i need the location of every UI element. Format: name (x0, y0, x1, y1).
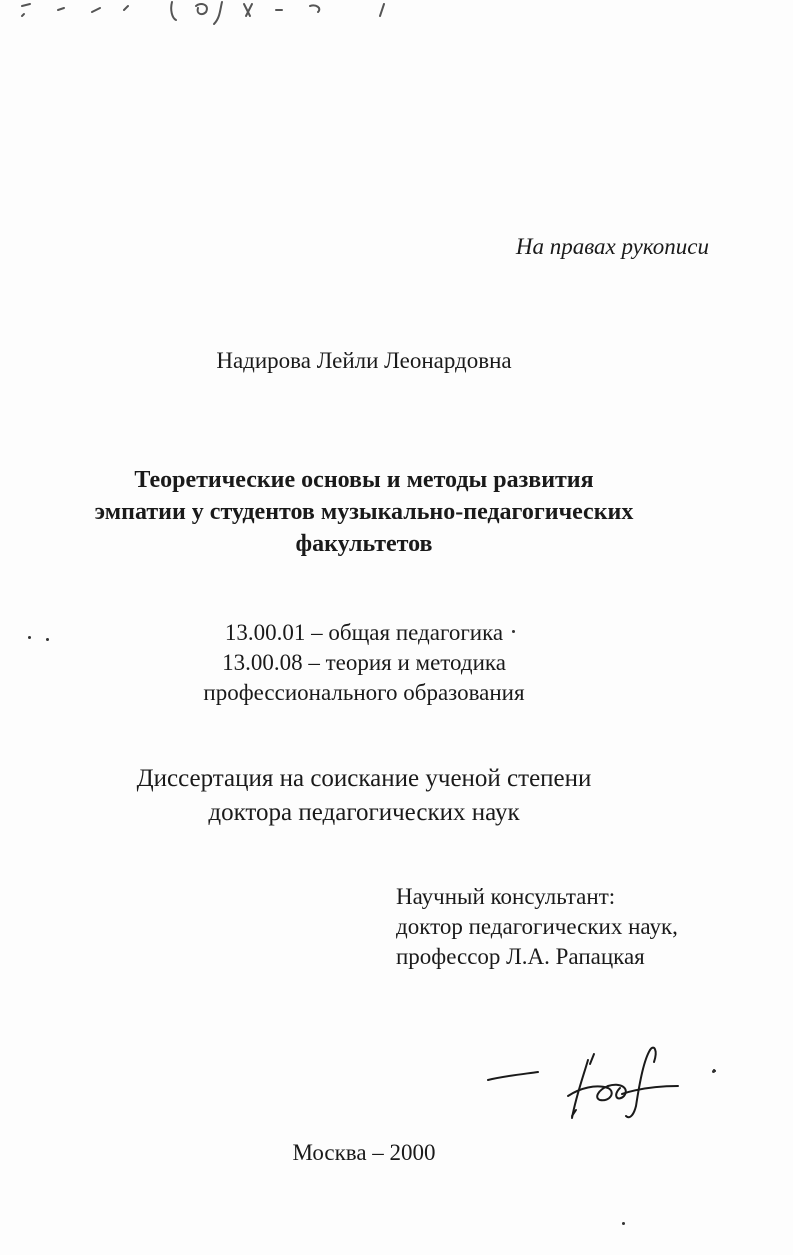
degree-line: доктора педагогических наук (208, 799, 520, 826)
specialty-line: профессионального образования (203, 680, 525, 705)
degree-statement (0, 762, 728, 830)
dissertation-title (0, 464, 728, 560)
author-name: Надирова Лейли Леонардовна (216, 348, 512, 373)
degree-line: Диссертация на соискание ученой степени (136, 765, 592, 792)
title-line: факультетов (295, 531, 433, 557)
title-line: Теоретические основы и методы развития (134, 467, 594, 493)
scan-speck (622, 1222, 625, 1225)
handwritten-signature (484, 1040, 724, 1130)
specialty-codes (0, 618, 728, 708)
consultant-line: Научный консультант: (396, 884, 616, 909)
specialty-line: 13.00.08 – теория и методика (222, 650, 506, 675)
scan-speck (46, 638, 49, 641)
city-year: Москва – 2000 (292, 1140, 436, 1165)
scan-speck (712, 1070, 715, 1073)
scan-artifact-marks (0, 0, 793, 60)
scientific-consultant (396, 882, 678, 972)
consultant-line: доктор педагогических наук, (396, 914, 678, 939)
rights-notice: На правах рукописи (515, 234, 709, 259)
consultant-line: профессор Л.А. Рапацкая (396, 944, 645, 969)
title-line: эмпатии у студентов музыкально-педагогических (94, 499, 634, 525)
specialty-line: 13.00.01 – общая педагогика (224, 620, 504, 645)
scan-speck (28, 636, 31, 639)
scan-speck (512, 630, 515, 633)
